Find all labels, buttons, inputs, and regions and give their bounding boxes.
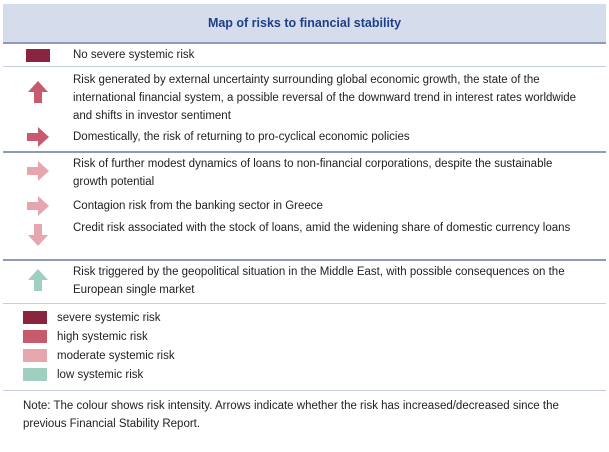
legend-label: severe systemic risk [57,311,161,324]
legend [3,304,606,384]
legend-label: high systemic risk [57,330,148,343]
high-swatch-icon [23,330,47,343]
panel-title: Map of risks to financial stability [207,16,402,30]
legend-label: low systemic risk [57,368,144,381]
legend-item-low [3,365,606,384]
low-swatch-icon [23,368,47,381]
risk-row-low [3,261,606,303]
risk-text: Risk triggered by the geopolitical situation in the Middle East, with possible consequences on the European single market [73,266,565,296]
moderate-swatch-icon [23,349,47,362]
arrow-up-icon [28,81,48,103]
risk-text: No severe systemic risk [73,49,195,61]
legend-item-high [3,327,606,346]
risk-text: Risk generated by external uncertainty surrounding global economic growth, the state of the international financial system, a possible reversal of the downward trend in interest rates worldwide and shifts in investor sentiment [73,74,577,122]
risk-row-moderate-1 [3,153,606,195]
risk-row-high-1 [3,67,606,125]
risk-text: Credit risk associated with the stock of loans, amid the widening share of domestic currency loans [73,222,571,234]
risk-row-severe [3,44,606,66]
legend-item-severe [3,308,606,327]
legend-label: moderate systemic risk [57,349,175,362]
risk-row-moderate-2 [3,195,606,217]
arrow-down-icon [28,224,48,246]
risk-text: Risk of further modest dynamics of loans to non-financial corporations, despite the sustainable growth potential [73,158,553,188]
arrow-up-icon [28,269,48,291]
risk-text: Contagion risk from the banking sector in Greece [73,200,323,212]
severe-swatch-icon [26,49,50,62]
footnote: Note: The colour shows risk intensity. Arrows indicate whether the risk has increased/decreased since the previous Financial Stability Report. [23,400,559,430]
risk-row-moderate-3 [3,217,606,259]
risk-text: Domestically, the risk of returning to pro-cyclical economic policies [73,131,410,143]
arrow-right-icon [27,161,49,181]
arrow-right-icon [27,196,49,216]
legend-item-moderate [3,346,606,365]
risk-row-high-2 [3,125,606,149]
risk-map-panel [3,4,606,436]
severe-swatch-icon [23,311,47,324]
title-bar [3,4,606,44]
arrow-right-icon [27,127,49,147]
